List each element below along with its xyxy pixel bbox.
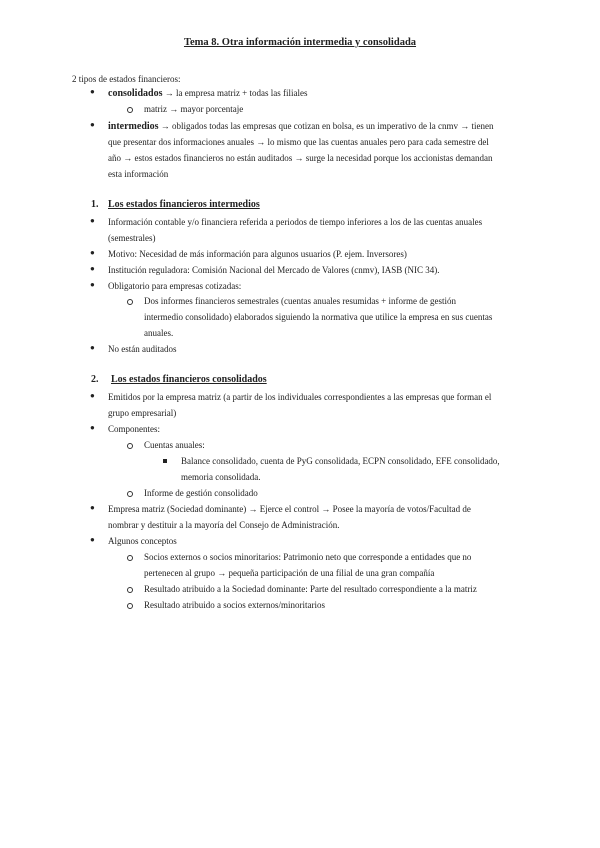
section-1-heading [108,199,260,210]
list-item-matriz: matriz → mayor porcentaje [144,104,244,114]
bullet-circle [127,491,133,497]
bullet-dot: ● [90,343,95,352]
bullet-dot: ● [90,120,95,129]
s2-item-1-line-1: Emitidos por la empresa matriz (a partir de los individuales correspondientes a las empresas que forman el [108,392,492,402]
s2-subitem-informe: Informe de gestión consolidado [144,488,258,498]
bullet-circle [127,555,133,561]
bullet-circle [127,587,133,593]
s1-subitem-line-2: intermedio consolidado) elaborados siguiendo la normativa que utilice la empresa en sus cuentas [144,312,493,322]
section-1-number: 1. [91,199,99,210]
document-title: Tema 8. Otra información intermedia y consolidada [183,37,417,48]
s1-subitem-line-3: anuales. [144,328,174,338]
s2-subsubitem-line-1: Balance consolidado, cuenta de PyG consolidada, ECPN consolidado, EFE consolidado, [181,456,500,466]
s2-item-1-line-2: grupo empresarial) [108,408,177,418]
section-2-heading [111,374,267,385]
bullet-circle [127,299,133,305]
s1-item-1-line-1: Información contable y/o financiera referida a periodos de tiempo inferiores a los de las cuentas anuales [108,217,483,227]
s2-subitem-cuentas: Cuentas anuales: [144,440,205,450]
s2-item-4: Algunos conceptos [108,536,177,546]
s2-concept-3: Resultado atribuido a socios externos/minoritarios [144,600,325,610]
intermedios-desc-1: → obligados todas las empresas que cotizan en bolsa, es un imperativo de la cnmv → tienen [158,121,494,131]
bullet-dot: ● [90,280,95,289]
s1-item-5: No están auditados [108,344,177,354]
bullet-dot: ● [90,391,95,400]
s2-concept-1-line-2: pertenecen al grupo → pequeña participación de una filial de una gran compañía [144,568,435,578]
intermedios-desc-4: esta información [108,169,169,179]
s2-item-3-line-1: Empresa matriz (Sociedad dominante) → Ejerce el control → Posee la mayoría de votos/Facultad de [108,504,471,514]
s1-item-2: Motivo: Necesidad de más información para algunos usuarios (P. ejem. Inversores) [108,249,407,259]
s1-subitem-line-1: Dos informes financieros semestrales (cuentas anuales resumidas + informe de gestión [144,296,456,306]
section-2-title: Los estados financieros consolidados [111,374,267,385]
bullet-dot: ● [90,248,95,257]
s1-item-1-line-2: (semestrales) [108,233,156,243]
bullet-dot: ● [90,535,95,544]
s2-item-3-line-2: nombrar y destituir a la mayoría del Consejo de Administración. [108,520,340,530]
bullet-dot: ● [90,423,95,432]
intermedios-desc-3: año → estos estados financieros no están auditados → surge la necesidad porque los accionistas demandan [108,153,493,163]
s2-concept-1-line-1: Socios externos o socios minoritarios: Patrimonio neto que corresponde a entidades que no [144,552,472,562]
bullet-dot: ● [90,503,95,512]
intermedios-desc-2: que presentar dos informaciones anuales → lo mismo que las cuentas anuales pero para cada semestre del [108,137,489,147]
list-item-consolidados [108,88,308,99]
s1-item-3: Institución reguladora: Comisión Nacional del Mercado de Valores (cnmv), IASB (NIC 34). [108,265,440,275]
list-item-intermedios [108,121,493,132]
bullet-circle [127,443,133,449]
intro-text: 2 tipos de estados financieros: [72,74,181,84]
term-intermedios: intermedios [108,121,159,132]
bullet-square [163,459,167,463]
bullet-dot: ● [90,216,95,225]
s1-item-4: Obligatorio para empresas cotizadas: [108,281,242,291]
bullet-dot: ● [90,264,95,273]
consolidados-desc: → la empresa matriz + todas las filiales [162,88,308,98]
bullet-circle [127,603,133,609]
term-consolidados: consolidados [108,88,163,99]
section-2-number: 2. [91,374,99,385]
bullet-circle [127,107,133,113]
s2-concept-2: Resultado atribuido a la Sociedad dominante: Parte del resultado correspondiente a la matriz [144,584,477,594]
bullet-dot: ● [90,87,95,96]
s2-subsubitem-line-2: memoria consolidada. [181,472,261,482]
section-1-title: Los estados financieros intermedios [108,199,260,210]
s2-item-2: Componentes: [108,424,160,434]
